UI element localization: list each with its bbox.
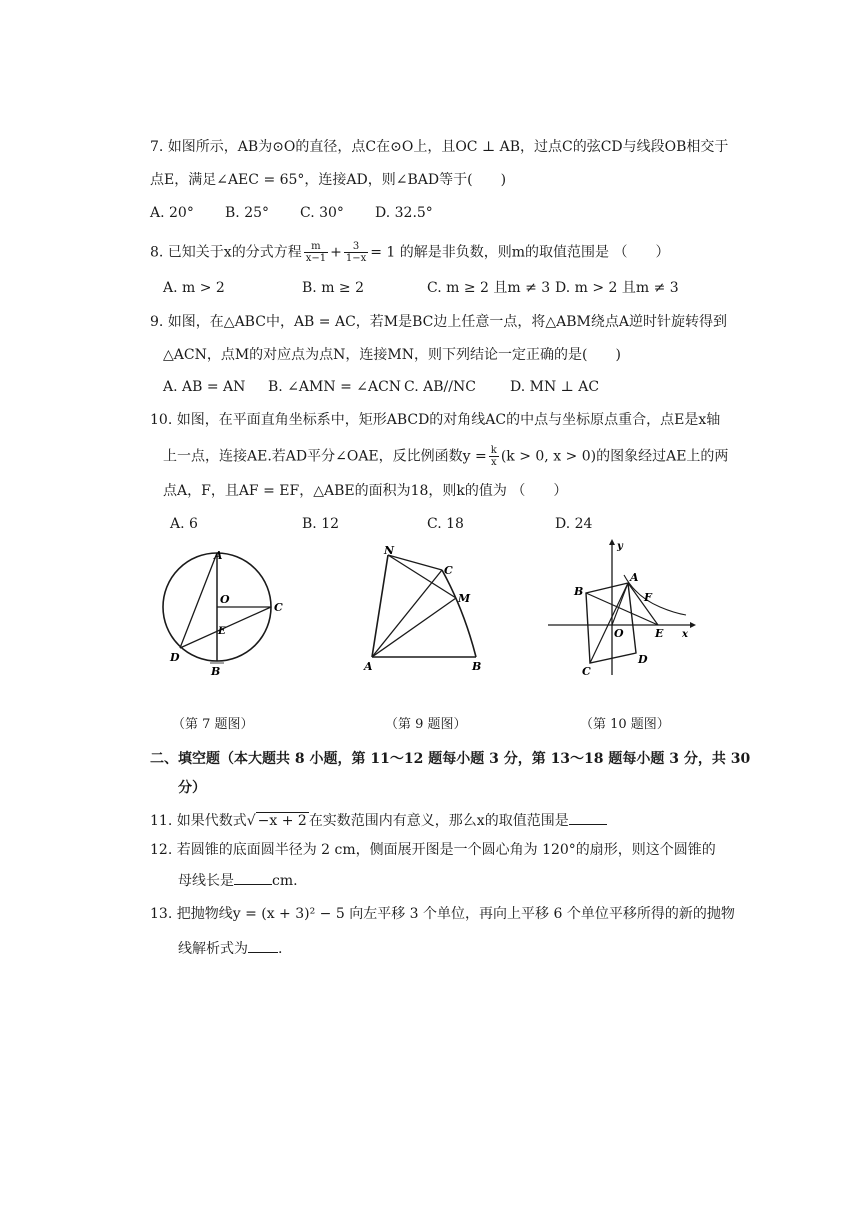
fig10-label-d: D [638, 653, 648, 666]
q10-option-c: C. 18 [427, 516, 464, 532]
q10-option-d: D. 24 [555, 516, 593, 532]
fig9-label-m: M [458, 592, 471, 605]
q9-line1: 9. 如图，在△ABC中，AB = AC，若M是BC边上任意一点，将△ABM绕点A逆时针旋转得到 [150, 314, 727, 330]
q7-option-d: D. 32.5° [375, 205, 433, 221]
fig9-label-n: N [384, 544, 395, 557]
fig10-label-a: A [630, 571, 639, 584]
q8-fraction-2 [344, 241, 368, 264]
q10-frac-den: x [490, 457, 497, 468]
fig10-y-arrow [609, 539, 615, 545]
fig10-caption: （第 10 题图） [580, 717, 670, 732]
q7-option-c: C. 30° [300, 205, 344, 221]
q10-line1: 10. 如图，在平面直角坐标系中，矩形ABCD的对角线AC的中点与坐标原点重合，点E是x轴 [150, 412, 721, 428]
fig7-caption: （第 7 题图） [172, 717, 254, 732]
q8-frac2-den: 1−x [345, 253, 367, 264]
q8-frac2-num: 3 [344, 241, 368, 253]
q7-line2: 点E，满足∠AEC = 65°，连接AD，则∠BAD等于( ) [150, 172, 507, 188]
fig10-label-e: E [655, 627, 664, 640]
q9-option-a: A. AB = AN [163, 379, 246, 395]
q8-option-c: C. m ≥ 2 且m ≠ 3 [427, 280, 551, 296]
q7-line1: 7. 如图所示，AB为⊙O的直径，点C在⊙O上，且OC ⊥ AB，过点C的弦CD与线段OB相交于 [150, 139, 729, 155]
q10-option-a: A. 6 [170, 516, 198, 532]
q8-frac1-num: m [304, 241, 328, 253]
q11-suffix: 在实数范围内有意义，那么x的取值范围是 [308, 813, 569, 829]
fig9-segment-na [372, 555, 388, 657]
q9-option-b: B. ∠AMN = ∠ACN [268, 379, 402, 395]
q12-answer-blank[interactable] [234, 870, 272, 885]
q12-line1: 12. 若圆锥的底面圆半径为 2 cm，侧面展开图是一个圆心角为 120°的扇形，则这个圆锥的 [150, 842, 716, 858]
section2-heading-line1: 二、填空题（本大题共 8 小题，第 11～12 题每小题 3 分，第 13～18 题每小题 3 分，共 30 [150, 751, 751, 767]
fig7-label-c: C [274, 601, 283, 614]
section2-heading-line2: 分） [178, 780, 206, 796]
q13-line2 [178, 938, 282, 959]
fig10-x-arrow [690, 622, 696, 628]
fig10-segment-ao [612, 583, 628, 625]
fig9-segment-am [372, 598, 456, 657]
q13-line2-prefix: 线解析式为 [178, 941, 248, 957]
fig10-rectangle-abcd [586, 583, 636, 663]
fig9-label-a: A [364, 660, 373, 673]
q10-line2-prefix: 上一点，连接AE.若AD平分∠OAE，反比例函数y = [163, 448, 487, 465]
q8-suffix: = 1 的解是非负数，则m的取值范围是 （ ） [370, 244, 670, 261]
figure-9-triangle-diagram [360, 540, 510, 680]
fig10-label-x: x [682, 629, 688, 640]
q10-line2 [163, 445, 728, 468]
fig9-label-c: C [444, 564, 453, 577]
q11-prefix: 11. 如果代数式√ [150, 813, 256, 829]
q11-radicand: −x + 2 [257, 813, 307, 829]
q7-option-a: A. 20° [150, 205, 194, 221]
fig9-segment-nc [388, 555, 442, 570]
q12-line2-prefix: 母线长是 [178, 873, 234, 889]
q10-option-b: B. 12 [302, 516, 340, 532]
q11-answer-blank[interactable] [569, 810, 607, 825]
fig10-label-y: y [617, 541, 623, 552]
fig10-label-f: F [644, 591, 652, 604]
q9-line2: △ACN，点M的对应点为点N，连接MN，则下列结论一定正确的是( ) [163, 347, 621, 363]
q8-plus: + [330, 244, 342, 261]
fig10-label-o: O [614, 627, 624, 640]
q13-line2-suffix: . [278, 941, 283, 957]
figure-7-circle-diagram [150, 545, 310, 685]
q8-stem [150, 241, 669, 264]
q8-option-a: A. m > 2 [163, 280, 225, 296]
q9-option-c: C. AB//NC [404, 379, 476, 395]
q10-frac-num: k [490, 445, 497, 456]
fig9-arc-cb [442, 570, 476, 657]
figure-10-coordinate-diagram [540, 535, 710, 685]
q8-option-d: D. m > 2 且m ≠ 3 [555, 280, 679, 296]
fig7-label-d: D [170, 651, 180, 664]
fig9-caption: （第 9 题图） [385, 717, 467, 732]
fig10-diagonal-ac [590, 583, 628, 663]
fig7-label-a: A [214, 549, 223, 562]
fig10-label-b: B [574, 585, 584, 598]
q8-prefix: 8. 已知关于x的分式方程 [150, 244, 302, 261]
fig7-label-e: E [218, 626, 226, 637]
fig10-label-c: C [582, 665, 591, 678]
q8-frac1-den: x−1 [305, 253, 327, 264]
q12-line2 [178, 870, 298, 891]
q13-answer-blank[interactable] [248, 938, 278, 953]
q10-line2-suffix: (k > 0, x > 0)的图象经过AE上的两 [500, 448, 729, 465]
fig7-label-o: O [220, 593, 230, 606]
fig9-segment-ac [372, 570, 442, 657]
q9-option-d: D. MN ⊥ AC [510, 379, 600, 395]
q11-stem [150, 810, 607, 831]
q8-option-b: B. m ≥ 2 [302, 280, 365, 296]
q10-fraction [489, 445, 499, 468]
q13-line1: 13. 把抛物线y = (x + 3)² − 5 向左平移 3 个单位，再向上平移 6 个单位平移所得的新的抛物 [150, 906, 735, 922]
q10-line3: 点A，F，且AF = EF，△ABE的面积为18，则k的值为 （ ） [163, 483, 568, 499]
fig7-label-b: B [211, 665, 221, 678]
fig9-label-b: B [472, 660, 482, 673]
q7-option-b: B. 25° [225, 205, 270, 221]
q8-fraction-1 [304, 241, 328, 264]
q12-line2-suffix: cm. [272, 873, 298, 889]
